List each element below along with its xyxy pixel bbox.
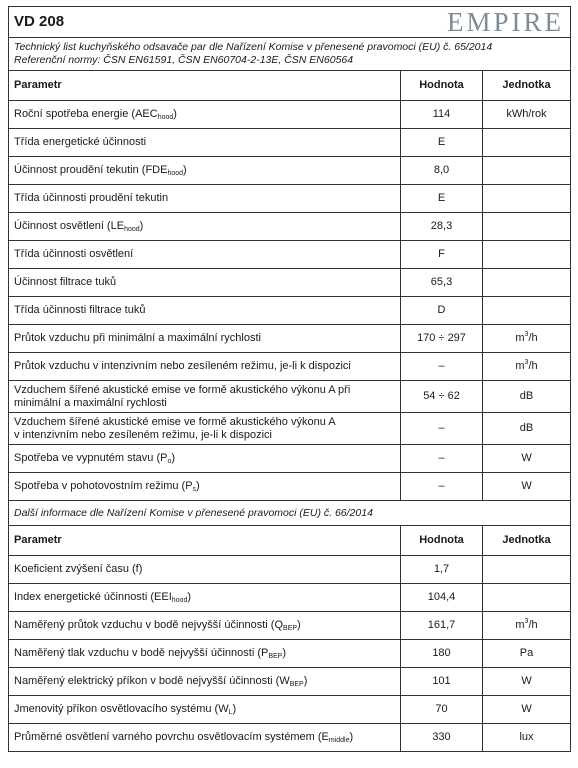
parameter-value: 54 ÷ 62 xyxy=(401,381,483,413)
parameter-value: 180 xyxy=(401,640,483,668)
parameter-label: Naměřený tlak vzduchu v bodě nejvyšší účinnosti $(P_{BEP})$ xyxy=(9,640,401,668)
table1-header-parameter: Parametr xyxy=(9,71,401,101)
parameter-label: Koeficient zvýšení času (f) xyxy=(9,556,401,584)
parameter-unit: Pa xyxy=(483,640,571,668)
table-row xyxy=(9,473,571,501)
parameter-unit xyxy=(483,584,571,612)
parameter-label: Účinnost osvětlení $(LE_{hood})$ xyxy=(9,213,401,241)
parameter-unit: W xyxy=(483,696,571,724)
table-row xyxy=(9,640,571,668)
parameter-label: Naměřený elektrický příkon v bodě nejvyšší účinnosti $(W_{BEP})$ xyxy=(9,668,401,696)
parameter-label: Průtok vzduchu při minimální a maximální rychlosti xyxy=(9,325,401,353)
regulation-note-row xyxy=(9,38,571,71)
parameter-unit xyxy=(483,556,571,584)
parameter-label: Roční spotřeba energie $(AEC_{hood})$ xyxy=(9,101,401,129)
parameter-value: 28,3 xyxy=(401,213,483,241)
reference-standards: Referenční normy: ČSN EN61591, ČSN EN60704-2-13E, ČSN EN60564 xyxy=(14,54,354,66)
table-row xyxy=(9,157,571,185)
table-row xyxy=(9,241,571,269)
parameter-value: – xyxy=(401,353,483,381)
parameter-unit: $m^3/h$ xyxy=(483,612,571,640)
datasheet-table xyxy=(8,6,571,752)
parameter-label: Účinnost filtrace tuků xyxy=(9,269,401,297)
parameter-label: Vzduchem šířené akustické emise ve formě akustického výkonu A při minimální a maximální rychlosti xyxy=(9,381,401,413)
model-name: VD 208 xyxy=(14,12,65,30)
table-row xyxy=(9,413,571,445)
additional-info-row xyxy=(9,501,571,526)
parameter-value: 101 xyxy=(401,668,483,696)
parameter-value: – xyxy=(401,473,483,501)
parameter-value: 70 xyxy=(401,696,483,724)
additional-info-note: Další informace dle Nařízení Komise v přenesené pravomoci (EU) č. 66/2014 xyxy=(9,501,571,526)
parameter-unit: W xyxy=(483,473,571,501)
table2-header-parameter: Parametr xyxy=(9,526,401,556)
table2-header-value: Hodnota xyxy=(401,526,483,556)
table-row xyxy=(9,101,571,129)
parameter-unit: $m^3/h$ xyxy=(483,353,571,381)
parameter-value: E xyxy=(401,185,483,213)
table2-header-row xyxy=(9,526,571,556)
table2-header-unit: Jednotka xyxy=(483,526,571,556)
table-row xyxy=(9,556,571,584)
parameter-label: Třída účinnosti filtrace tuků xyxy=(9,297,401,325)
table-row xyxy=(9,696,571,724)
brand-logo: EMPIRE xyxy=(447,7,565,37)
parameter-label: Index energetické účinnosti $(EEI_{hood})$ xyxy=(9,584,401,612)
table-row xyxy=(9,612,571,640)
parameter-unit: lux xyxy=(483,724,571,752)
parameter-label: Vzduchem šířené akustické emise ve formě akustického výkonu A v intenzivním nebo zesíleném režimu, je-li k dispozici xyxy=(9,413,401,445)
table-row xyxy=(9,724,571,752)
parameter-value: E xyxy=(401,129,483,157)
parameter-unit xyxy=(483,297,571,325)
table-row xyxy=(9,185,571,213)
parameter-value: 114 xyxy=(401,101,483,129)
parameter-unit: W xyxy=(483,445,571,473)
table-row xyxy=(9,213,571,241)
parameter-unit: kWh/rok xyxy=(483,101,571,129)
parameter-unit xyxy=(483,185,571,213)
parameter-unit xyxy=(483,157,571,185)
table1-header-row xyxy=(9,71,571,101)
parameter-value: – xyxy=(401,413,483,445)
parameter-unit: W xyxy=(483,668,571,696)
parameter-label: Spotřeba ve vypnutém stavu $(P_o)$ xyxy=(9,445,401,473)
title-row xyxy=(9,7,571,38)
parameter-unit xyxy=(483,269,571,297)
table-row xyxy=(9,445,571,473)
table1-header-unit: Jednotka xyxy=(483,71,571,101)
parameter-unit xyxy=(483,213,571,241)
parameter-label: Třída účinnosti osvětlení xyxy=(9,241,401,269)
parameter-label: Naměřený průtok vzduchu v bodě nejvyšší účinnosti $(Q_{BEP})$ xyxy=(9,612,401,640)
parameter-value: 330 xyxy=(401,724,483,752)
datasheet xyxy=(8,6,570,752)
parameter-label: Spotřeba v pohotovostním režimu $(P_s)$ xyxy=(9,473,401,501)
table-row xyxy=(9,353,571,381)
parameter-unit: $m^3/h$ xyxy=(483,325,571,353)
parameter-value: – xyxy=(401,445,483,473)
parameter-label: Třída energetické účinnosti xyxy=(9,129,401,157)
table-row xyxy=(9,297,571,325)
table-row xyxy=(9,325,571,353)
parameter-value: 170 ÷ 297 xyxy=(401,325,483,353)
table-row xyxy=(9,381,571,413)
parameter-label: Průměrné osvětlení varného povrchu osvětlovacím systémem $(E_{middle})$ xyxy=(9,724,401,752)
parameter-unit: dB xyxy=(483,413,571,445)
parameter-label: Účinnost proudění tekutin $(FDE_{hood})$ xyxy=(9,157,401,185)
parameter-label: Průtok vzduchu v intenzivním nebo zesíleném režimu, je-li k dispozici xyxy=(9,353,401,381)
table-row xyxy=(9,584,571,612)
table-row xyxy=(9,269,571,297)
parameter-value: 65,3 xyxy=(401,269,483,297)
parameter-unit xyxy=(483,241,571,269)
parameter-unit xyxy=(483,129,571,157)
parameter-value: F xyxy=(401,241,483,269)
parameter-value: 104,4 xyxy=(401,584,483,612)
parameter-value: 1,7 xyxy=(401,556,483,584)
table-row xyxy=(9,129,571,157)
parameter-value: D xyxy=(401,297,483,325)
table-row xyxy=(9,668,571,696)
parameter-value: 161,7 xyxy=(401,612,483,640)
parameter-unit: dB xyxy=(483,381,571,413)
parameter-value: 8,0 xyxy=(401,157,483,185)
regulation-note: Technický list kuchyňského odsavače par dle Nařízení Komise v přenesené pravomoci (EU) č. 65/2014 xyxy=(14,41,493,53)
parameter-label: Jmenovitý příkon osvětlovacího systému $(W_L)$ xyxy=(9,696,401,724)
parameter-label: Třída účinnosti proudění tekutin xyxy=(9,185,401,213)
table1-header-value: Hodnota xyxy=(401,71,483,101)
